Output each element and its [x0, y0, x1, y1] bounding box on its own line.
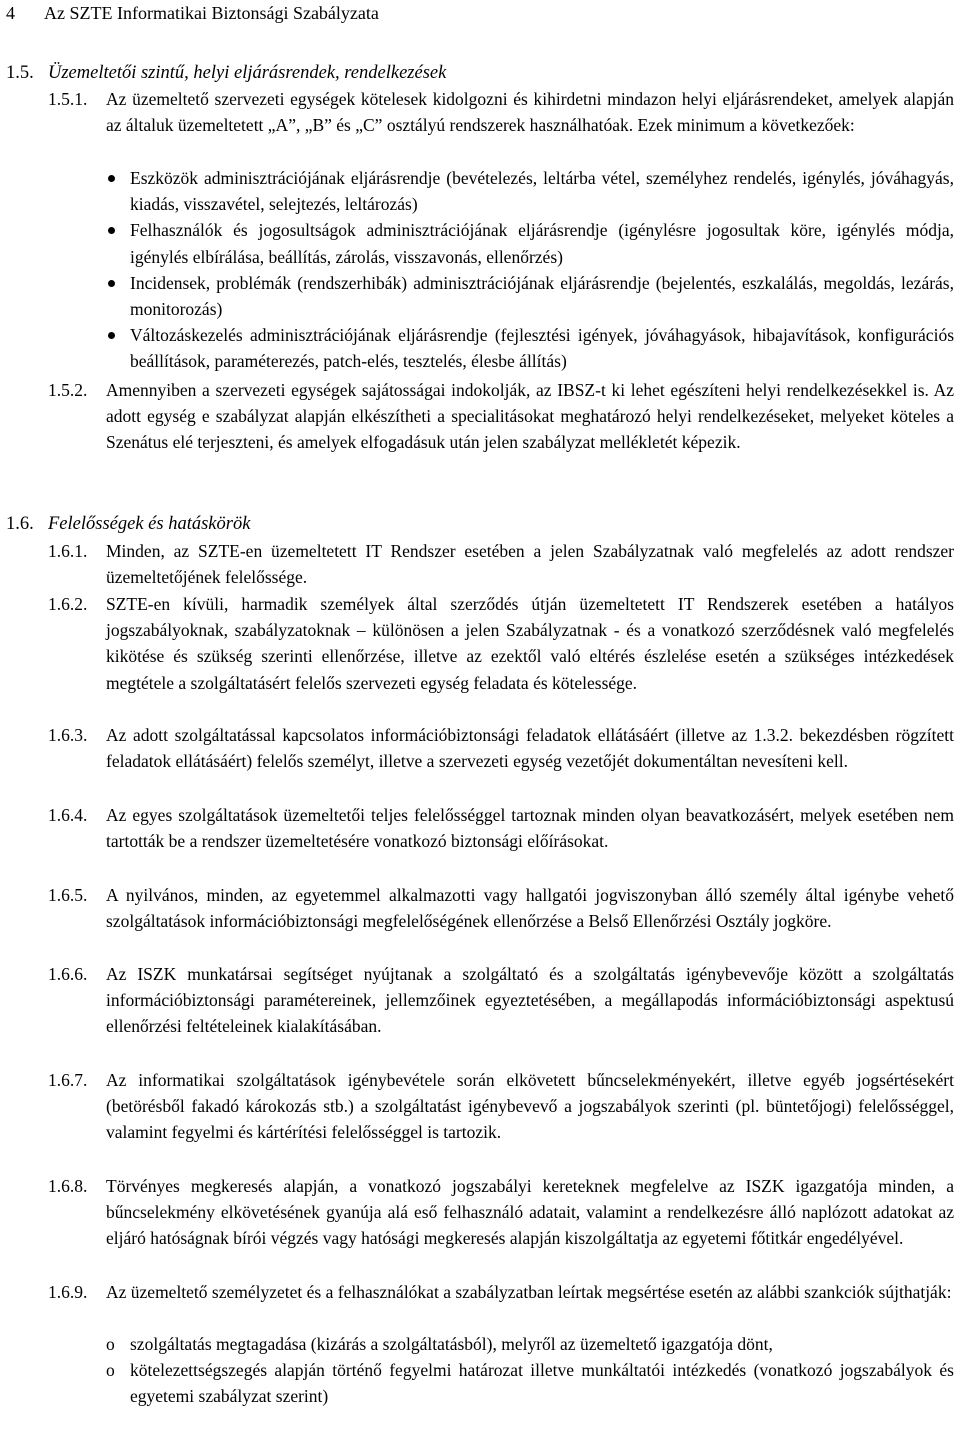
- page-number: 4: [6, 3, 15, 23]
- paragraph-text: Az informatikai szolgáltatások igénybevétele során elkövetett bűncselekményekért, illetve egyéb jogsértésekért (betörésből fakadó károkozás stb.) a szolgáltatást igénybevevő a jogszabályok szerinti (pl. büntetőjogi) felelősséggel, valamint fegyelmi és kártérítési felelősséggel is tartozik.: [106, 1070, 954, 1143]
- paragraph-label: 1.5.1.: [48, 89, 88, 109]
- list-item: [104, 217, 954, 269]
- sanctions-list: [104, 1331, 954, 1410]
- circle-marker-icon: o: [106, 1334, 115, 1354]
- bullet-icon: [108, 280, 115, 287]
- paragraph-label: 1.6.5.: [48, 885, 88, 905]
- document-title: Az SZTE Informatikai Biztonsági Szabályzata: [44, 3, 379, 23]
- list-item-text: szolgáltatás megtagadása (kizárás a szolgáltatásból), melyről az üzemeltető igazgatója dönt,: [130, 1334, 773, 1354]
- section-title: Felelősségek és hatáskörök: [48, 514, 251, 534]
- paragraph-1-6-5: [48, 882, 954, 934]
- paragraph-label: 1.5.2.: [48, 380, 88, 400]
- paragraph-1-6-9: [48, 1279, 954, 1305]
- paragraph-1-6-2: [48, 591, 954, 696]
- list-item: [104, 165, 954, 217]
- section-heading-1-6: [6, 511, 250, 537]
- bullet-icon: [108, 175, 115, 182]
- paragraph-label: 1.6.4.: [48, 805, 88, 825]
- list-item: [104, 322, 954, 374]
- section-number: 1.5.: [6, 63, 34, 83]
- paragraph-text: Minden, az SZTE-en üzemeltetett IT Rendszer esetében a jelen Szabályzatnak való megfelelés az adott rendszer üzemeltetőjének felelőssége.: [106, 541, 954, 588]
- list-item: [104, 270, 954, 322]
- paragraph-text: Törvényes megkeresés alapján, a vonatkozó jogszabályi kereteknek megfelelve az ISZK igazgatója minden, a bűncselekmény elkövetésének gyanúja alá eső felhasználó adatait, valamint a rendelkezésre álló naplózott adatokat az eljáró hatóságnak bírói végzés vagy hatósági megkeresés alapján kiszolgáltatja az egyetemi főtitkár engedélyével.: [106, 1176, 954, 1249]
- paragraph-text: Az egyes szolgáltatások üzemeltetői teljes felelősséggel tartoznak minden olyan beavatkozásért, melyek esetében nem tartották be a rendszer üzemeltetésére vonatkozó biztonsági előírásokat.: [106, 805, 954, 852]
- paragraph-text: SZTE-en kívüli, harmadik személyek által szerződés útján üzemeltetett IT Rendszerek esetében a hatályos jogszabályoknak, szabályzatoknak – különösen a jelen Szabályzatnak - és a vonatkozó szerződésnek való megfelelés kikötése és szükség szerinti ellenőrzése, illetve az ezektől való eltérés észlelése esetén a szükséges intézkedések megtétele a szolgáltatásért felelős szervezeti egység feladata és kötelessége.: [106, 594, 954, 693]
- section-heading-1-5: [6, 60, 446, 86]
- list-item-text: Változáskezelés adminisztrációjának eljárásrendje (fejlesztési igények, jóváhagyások, hibajavítások, konfigurációs beállítások, paraméterezés, patch-elés, tesztelés, élesbe állítás): [130, 325, 954, 372]
- paragraph-label: 1.6.6.: [48, 964, 88, 984]
- bullet-icon: [108, 227, 115, 234]
- list-item: [104, 1331, 954, 1357]
- paragraph-label: 1.6.2.: [48, 594, 88, 614]
- paragraph-text: Amennyiben a szervezeti egységek sajátosságai indokolják, az IBSZ-t ki lehet egészíteni helyi rendelkezésekkel is. Az adott egység e szabályzat alapján elkészítheti a specialitásokat meghatározó helyi rendelkezéseket, melyeket köteles a Szenátus elé terjeszteni, és amelyek elfogadásuk után jelen szabályzat mellékletét képezik.: [106, 380, 954, 453]
- paragraph-label: 1.6.8.: [48, 1176, 88, 1196]
- paragraph-1-6-1: [48, 538, 954, 590]
- section-title: Üzemeltetői szintű, helyi eljárásrendek, rendelkezések: [48, 63, 447, 83]
- paragraph-text: Az adott szolgáltatással kapcsolatos információbiztonsági feladatok ellátásáért (illetve az 1.3.2. bekezdésben rögzített feladatok ellátásáért) felelős személyt, illetve a szervezeti egység vezetőjét dokumentáltan nevesíteni kell.: [106, 725, 954, 772]
- list-item-text: Eszközök adminisztrációjának eljárásrendje (bevételezés, leltárba vétel, személyhez rendelés, igénylés, jóváhagyás, kiadás, visszavétel, selejtezés, leltározás): [130, 168, 954, 215]
- paragraph-1-6-4: [48, 802, 954, 854]
- paragraph-1-6-6: [48, 961, 954, 1040]
- paragraph-text: A nyilvános, minden, az egyetemmel alkalmazotti vagy hallgatói jogviszonyban álló személy által igénybe vehető szolgáltatások információbiztonsági megfelelőségének ellenőrzése a Belső Ellenőrzési Osztály jogköre.: [106, 885, 954, 932]
- paragraph-1-5-1: [48, 86, 954, 138]
- paragraph-1-6-3: [48, 722, 954, 774]
- procedures-bullet-list: [104, 165, 954, 375]
- list-item-text: kötelezettségszegés alapján történő fegyelmi határozat illetve munkáltatói intézkedés (vonatkozó jogszabályok és egyetemi szabályzat szerint): [130, 1360, 954, 1407]
- paragraph-text: Az üzemeltető személyzetet és a felhasználókat a szabályzatban leírtak megsértése esetén az alábbi szankciók sújthatják:: [106, 1282, 952, 1302]
- paragraph-1-5-2: [48, 377, 954, 456]
- circle-marker-icon: o: [106, 1360, 115, 1381]
- paragraph-label: 1.6.7.: [48, 1070, 88, 1090]
- paragraph-text: Az üzemeltető szervezeti egységek kötelesek kidolgozni és kihirdetni mindazon helyi eljárásrendeket, amelyek alapján az általuk üzemeltetett „A”, „B” és „C” osztályú rendszerek használhatóak. Ezek minimum a következőek:: [106, 89, 954, 136]
- list-item-text: Incidensek, problémák (rendszerhibák) adminisztrációjának eljárásrendje (bejelentés, eszkalálás, megoldás, lezárás, monitorozás): [130, 272, 954, 320]
- paragraph-1-6-8: [48, 1173, 954, 1252]
- paragraph-label: 1.6.3.: [48, 725, 88, 745]
- list-item-text: Felhasználók és jogosultságok adminisztrációjának eljárásrendje (igénylésre jogosultak köre, igénylés módja, igénylés elbírálása, beállítás, zárolás, visszavonás, ellenőrzés): [130, 220, 954, 267]
- paragraph-1-6-7: [48, 1067, 954, 1146]
- paragraph-label: 1.6.9.: [48, 1282, 88, 1302]
- bullet-icon: [108, 332, 115, 339]
- paragraph-label: 1.6.1.: [48, 541, 88, 561]
- paragraph-text: Az ISZK munkatársai segítséget nyújtanak a szolgáltató és a szolgáltatás igénybevevője között a szolgáltatás információbiztonsági paramétereinek, jellemzőinek egyeztetésében, a megállapodás információbiztonsági aspektusú ellenőrzési feltételeinek kialakításában.: [106, 964, 954, 1037]
- section-number: 1.6.: [6, 514, 34, 534]
- list-item: [104, 1357, 954, 1409]
- page-header: [6, 0, 946, 26]
